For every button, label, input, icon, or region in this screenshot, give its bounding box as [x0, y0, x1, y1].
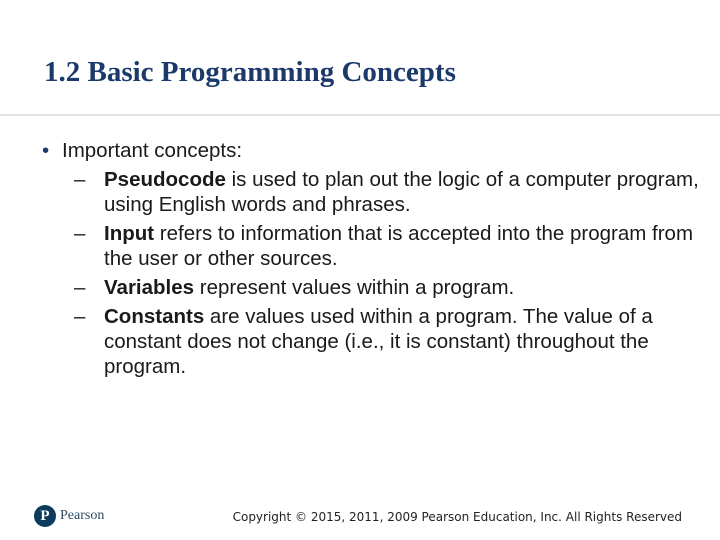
- slide-content: [42, 138, 702, 383]
- dash-icon: –: [74, 305, 86, 328]
- bullet-icon: •: [42, 139, 50, 162]
- dash-icon: –: [74, 168, 86, 191]
- concept-text: are values used within a program. The value of a constant does not change (i.e., it is constant) throughout the program.: [104, 305, 653, 378]
- concept-term: Input: [104, 222, 155, 245]
- title-divider: [0, 114, 720, 116]
- main-bullet-text: Important concepts:: [62, 139, 243, 162]
- slide-title: 1.2 Basic Programming Concepts: [44, 56, 456, 88]
- copyright-notice: Copyright © 2015, 2011, 2009 Pearson Education, Inc. All Rights Reserved: [232, 510, 682, 524]
- pearson-wordmark: Pearson: [60, 508, 105, 523]
- concept-item-input: [42, 221, 702, 271]
- concept-item-constants: [42, 304, 702, 379]
- concept-item-variables: [42, 275, 702, 300]
- concept-term: Pseudocode: [104, 168, 226, 191]
- pearson-logo: [34, 505, 104, 527]
- concept-text: is used to plan out the logic of a computer program, using English words and phrases.: [104, 168, 699, 216]
- concept-text: represent values within a program.: [194, 276, 515, 299]
- concept-item-pseudocode: [42, 167, 702, 217]
- dash-icon: –: [74, 276, 86, 299]
- concept-list: [42, 167, 702, 379]
- slide-footer: [0, 500, 720, 534]
- main-bullet: [42, 138, 702, 163]
- concept-text: refers to information that is accepted into the program from the user or other sources.: [104, 222, 694, 270]
- pearson-logo-icon: P: [34, 505, 56, 527]
- concept-term: Variables: [104, 276, 195, 299]
- concept-term: Constants: [104, 305, 205, 328]
- dash-icon: –: [74, 222, 86, 245]
